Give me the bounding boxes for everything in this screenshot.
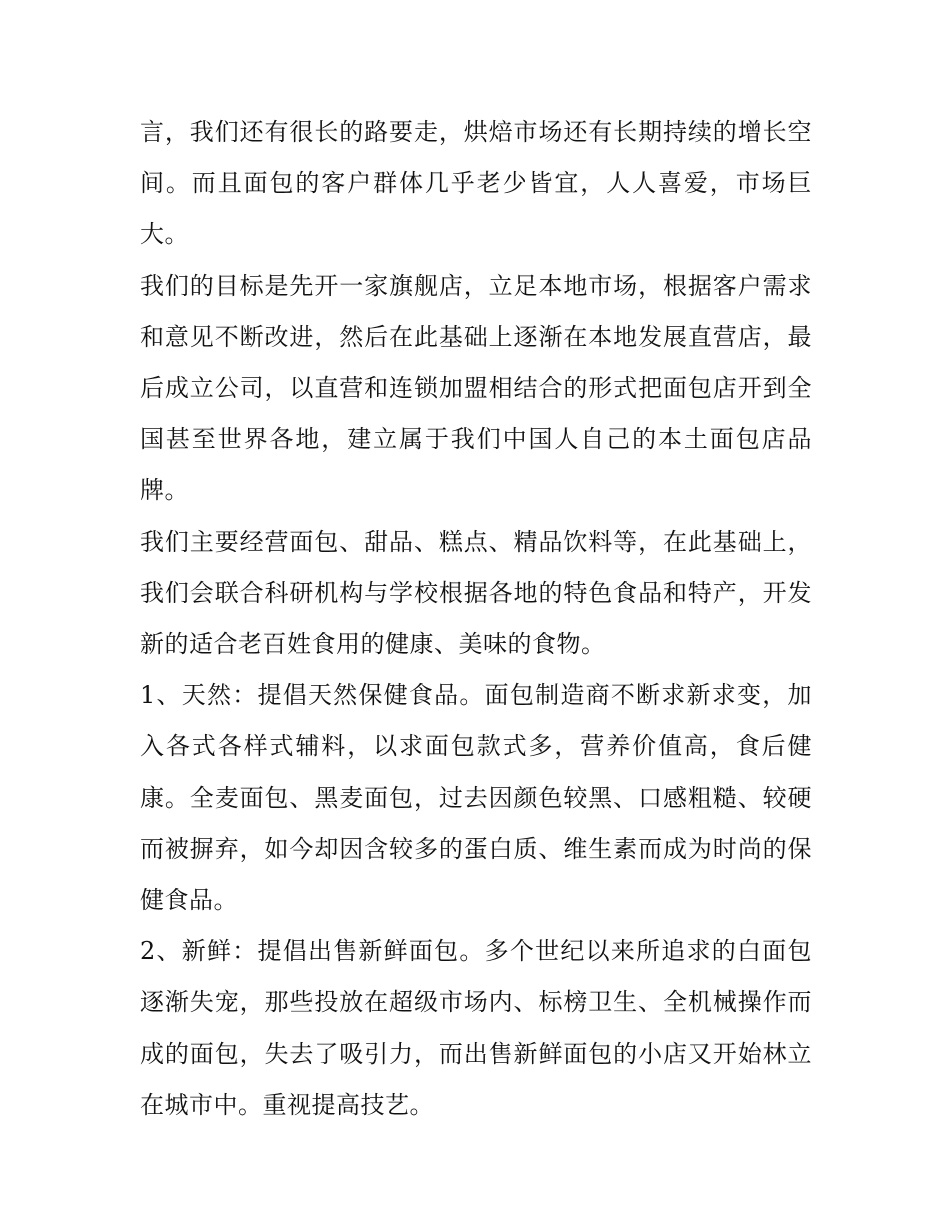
paragraph-point-natural: 1、天然：提倡天然保健食品。面包制造商不断求新求变，加入各式各样式辅料，以求面包款式多，营养价值高，食后健康。全麦面包、黑麦面包，过去因颜色较黑、口感粗糙、较硬而被摒弃，如今却因含较多的蛋白质、维生素而成为时尚的保健食品。 — [140, 681, 812, 915]
paragraph-product-range: 我们主要经营面包、甜品、糕点、精品饮料等，在此基础上，我们会联合科研机构与学校根据各地的特色食品和特产，开发新的适合老百姓食用的健康、美味的食物。 — [140, 527, 812, 659]
document-body — [140, 107, 812, 1131]
paragraph-market-outlook: 言，我们还有很长的路要走，烘焙市场还有长期持续的增长空间。而且面包的客户群体几乎老少皆宜，人人喜爱，市场巨大。 — [140, 118, 812, 249]
paragraph-point-fresh: 2、新鲜：提倡出售新鲜面包。多个世纪以来所追求的白面包逐渐失宠，那些投放在超级市场内、标榜卫生、全机械操作而成的面包，失去了吸引力，而出售新鲜面包的小店又开始林立在城市中。重视提高技艺。 — [140, 937, 812, 1119]
paragraph-business-goals: 我们的目标是先开一家旗舰店，立足本地市场，根据客户需求和意见不断改进，然后在此基础上逐渐在本地发展直营店，最后成立公司，以直营和连锁加盟相结合的形式把面包店开到全国甚至世界各地，建立属于我们中国人自己的本土面包店品牌。 — [140, 271, 812, 505]
